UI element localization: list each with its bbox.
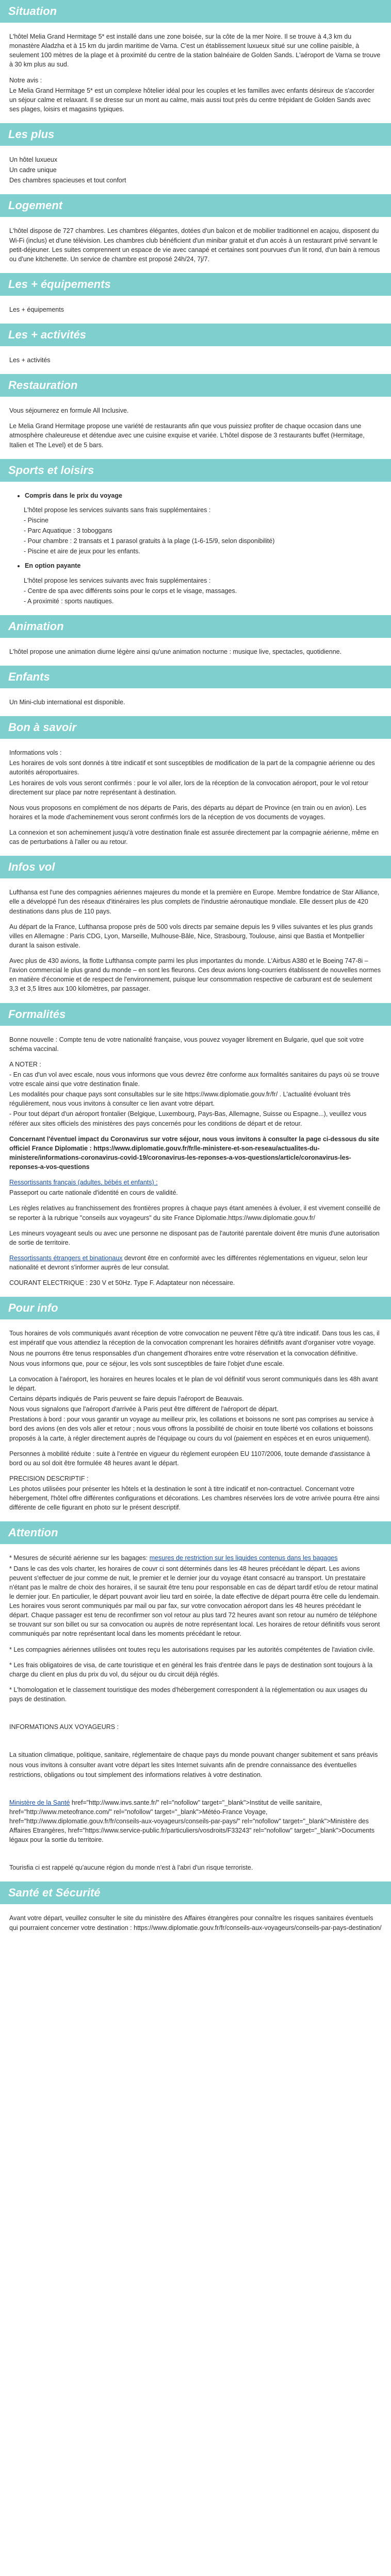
formalites-etrangers xyxy=(9,1253,382,1272)
formalites-paragraph: Les modalités pour chaque pays sont consultables sur le site https://www.diplomatie.gouv.fr/fr/ . L'actualité évoluant très régulièrement, nous vous invitons à consulter ce lien avant votre départ. xyxy=(9,1091,351,1108)
sante-paragraph: Avant votre départ, veuillez consulter le site du ministère des Affaires étrangères pour connaître les risques sanitaires éventuels qui pourraient concerner votre destination : https://www.diplomatie.gouv.fr/fr/conseils-aux-voyageurs/conseils-par-pays-destination/ xyxy=(9,1914,382,1931)
bon-a-savoir-connexion: La connexion et son acheminement jusqu'à votre destination finale est assurée directement par la compagnie aérienne, même en cas de perturbations à l'aller ou au retour. xyxy=(9,829,379,846)
bon-a-savoir-vols-confirm: Les horaires de vols vous seront confirmés : pour le vol aller, lors de la réception de la convocation aéroport, pour le vol retour directement sur place par notre représentant à destination. xyxy=(9,779,369,796)
sports-paid-item: - Centre de spa avec différents soins pour le corps et le visage, massages. xyxy=(24,587,237,595)
section-pour-info xyxy=(0,1297,391,1512)
attention-paragraph: * L'homologation et le classement touristique des modes d'hébergement correspondent à la réglementation ou aux usages du pays de destination. xyxy=(9,1686,368,1703)
situation-avis-text: Le Melia Grand Hermitage 5* est un complexe hôtelier idéal pour les couples et les familles avec enfants désireux de s'accorder un séjour calme et relaxant. Il se dresse sur un mont au calme, mais aussi tout près du centre trépidant de Golden Sands avec ses plages, loisirs et magasins typiques. xyxy=(9,87,374,113)
section-title-formalites: Formalités xyxy=(0,1003,391,1026)
pour-info-paragraph: Nous vous informons que, pour ce séjour, les vols sont susceptibles de faire l'objet d'une escale. xyxy=(9,1360,284,1367)
sports-paid-list xyxy=(9,561,382,570)
attention-links-text: href="http://www.invs.sante.fr/" rel="nofollow" target="_blank">Institut de veille sanitaire, href="http://www.meteofrance.com/" rel="nofollow" target="_blank">Météo-France Voyage, href="http://www.diplomatie.gouv.fr/fr/conseils-aux-voyageurs/conseils-par-pays/" rel="nofollow" target="_blank">Ministère des Affaires Etrangères, href="https://www.service-public.fr/particuliers/vosdroits/F33243" rel="nofollow" target="_blank">Documents légaux pour la sortie du territoire. xyxy=(9,1799,374,1844)
pour-info-paragraph: Certains départs indiqués de Paris peuvent se faire depuis l'aéroport de Beauvais. xyxy=(9,1395,244,1402)
logement-paragraph: L'hôtel dispose de 727 chambres. Les chambres élégantes, dotées d'un balcon et de mobilier traditionnel en acajou, disposent du Wi-Fi (inclus) et d'une télévision. Les chambres club bénéficient d'un minibar gratuit et d'un accès à un restaurant privé servant le petit-déjeuner. Les suites comprennent un espace de vie avec canapé et certaines sont pourvues d'un lit rond, d'un bain à remous ou d'une kitchenette. Un service de chambre est proposé 24h/24, 7j/7. xyxy=(9,227,380,263)
section-infos-vol xyxy=(0,856,391,993)
formalites-paragraph: Les règles relatives au franchissement des frontières propres à chaque pays étant amenées à évoluer, il est vivement conseillé de se reporter à la rubrique "conseils aux voyageurs" du site France Diplomatie.https://www.diplomatie.gouv.fr/ xyxy=(9,1205,381,1222)
section-animation xyxy=(0,615,391,656)
formalites-paragraph: Bonne nouvelle : Compte tenu de votre nationalité française, vous pouvez voyager librement en Bulgarie, quel que soit votre schéma vaccinal. xyxy=(9,1036,364,1053)
attention-paragraph: Tourisfia ci est rappelé qu'aucune région du monde n'est à l'abri d'un risque terroriste. xyxy=(9,1864,253,1872)
pour-info-paragraph: Les photos utilisées pour présenter les hôtels et la destination le sont à titre indicatif et non-contractuel. Concernant votre hébergement, l'hôtel offre différentes configurations et décorations. Les chambres réservées lors de votre arrivée pourra être ainsi différente de celle figurant en photo sur le présent descriptif. xyxy=(9,1485,380,1512)
section-title-enfants: Enfants xyxy=(0,666,391,688)
section-title-sports: Sports et loisirs xyxy=(0,459,391,482)
enfants-text: Un Mini-club international est disponible. xyxy=(9,699,125,706)
attention-bagages-label: * Mesures de sécurité aérienne sur les bagages: xyxy=(9,1554,150,1562)
sports-free-heading: • Compris dans le prix du voyage xyxy=(25,491,382,500)
section-title-equipements: Les + équipements xyxy=(0,273,391,296)
pour-info-paragraph: Nous ne pourrons être tenus responsables d'un changement d'horaires entre votre réservation et la convocation définitive. xyxy=(9,1349,358,1357)
formalites-paragraph: - Pour tout départ d'un aéroport frontalier (Belgique, Luxembourg, Pays-Bas, Allemagne, Suisse ou Espagne...), veuillez vous référer aux sites officiels des ministères des pays concernés pour les conditions de départ et de retour. xyxy=(9,1110,367,1127)
formalites-paragraph: Les mineurs voyageant seuls ou avec une personne ne disposant pas de l'autorité parentale doivent être munis d'une autorisation de sortie de territoire. xyxy=(9,1229,380,1246)
formalites-paragraph: Passeport ou carte nationale d'identité en cours de validité. xyxy=(9,1189,178,1197)
infos-vol-paragraph: Au départ de la France, Lufthansa propose près de 500 vols directs par semaine depuis les 9 villes suivantes et les plus grands villes en Allemagne : Paris CDG, Lyon, Marseille, Mulhouse-Bâle, Nice, Strasbourg, Toulouse, ainsi que Bastia et Montpellier durant la saison estivale. xyxy=(9,923,373,949)
restauration-formule: Vous séjournerez en formule All Inclusive. xyxy=(9,407,129,415)
sports-paid-intro: L'hôtel propose les services suivants avec frais supplémentaires : xyxy=(24,577,211,584)
ministere-sante-link[interactable]: Ministère de la Santé xyxy=(9,1799,70,1806)
formalites-etrangers-heading: Ressortissants étrangers et binationaux xyxy=(9,1254,123,1262)
section-title-plus: Les plus xyxy=(0,123,391,146)
attention-paragraph: La situation climatique, politique, sanitaire, réglementaire de chaque pays du monde pouvant changer subitement et sans préavis xyxy=(9,1751,378,1759)
section-formalites xyxy=(0,1003,391,1288)
attention-paragraph: * Dans le cas des vols charter, les horaires de couvr ci sont déterminés dans les 48 heures précédant le départ. Les avions peuvent s'effectuer de jour comme de nuit, le premier et le dernier jour du voyage étant consacré au transport. Un prestataire n'étant pas le maître de choix des horaires, il se saurait être tenu pour responsable en cas de départ tardif et/ou de retour matinal le dernier jour. En particulier, le départ pouvant avoir lieu tard en soirée, la date effective de départ pourra être celle du lendemain. Les horaires vous seront communiqués par mail ou par fax, sur votre convocation aéroport dans les 48 heures précédant le départ. Chaque passager est tenu de reconfirmer son vol retour au plus tard 72 heures avant son retour au numéro de téléphone se trouvant sur son billet ou sur sa convocation ou auprès de notre représentant local. Les horaires de retour définitifs vous seront communiqués par notre représentant local dans les moments précédant le retour. xyxy=(9,1565,380,1638)
formalites-coronavirus: Concernant l'éventuel impact du Coronavirus sur votre séjour, nous vous invitons à consulter la page ci-dessous du site officiel France Diplomatie : https://www.diplomatie.gouv.fr/fr/le-ministere-et-son-reseau/actualites-du-ministere/informations-coronavirus-covid-19/coronavirus-les-reponses-a-vos-questions/article/coronavirus-les-reponses-a-vos-questions xyxy=(9,1135,380,1171)
situation-paragraph: L'hôtel Melia Grand Hermitage 5* est installé dans une zone boisée, sur la côte de la mer Noire. Il se trouve à 4,3 km du monastère Aladzha et à 15 km du jardin maritime de Varna. C'est un établissement luxueux situé sur une colline paisible, à seulement 100 mètres de la plage et à proximité du centre de la station balnéaire de Golden Sands. L'aéroport de Varna se trouve à 30 km plus au sud. xyxy=(9,33,381,69)
plus-item: Un cadre unique xyxy=(9,166,57,174)
section-title-sante: Santé et Sécurité xyxy=(0,1882,391,1904)
section-title-activites: Les + activités xyxy=(0,324,391,346)
section-title-restauration: Restauration xyxy=(0,374,391,397)
sports-free-item: - Parc Aquatique : 3 toboggans xyxy=(24,527,112,534)
section-title-infos-vol: Infos vol xyxy=(0,856,391,878)
infos-vol-paragraph: Avec plus de 430 avions, la flotte Lufthansa compte parmi les plus importantes du monde. L'Airbus A380 et le Boeing 747-8i – l'avion commercial le plus grand du monde – en sont les fleurons. Ces deux avions long-courriers établissent de nouvelles normes en matière d'économie et de respect de l'environnement, puisque leur consommation respective de carburant est de seulement 3,3 et 3,5 litres aux 100 kilomètres, par passager. xyxy=(9,957,381,993)
pour-info-paragraph: Nous vous signalons que l'aéroport d'arrivée à Paris peut être différent de l'aéroport de départ. xyxy=(9,1405,279,1413)
section-title-situation: Situation xyxy=(0,0,391,23)
attention-paragraph: * Les frais obligatoires de visa, de carte touristique et en général les frais d'entrée dans le pays de destination sont toujours à la charge du client en plus du prix du vol, du séjour ou du circuit déjà réglés. xyxy=(9,1661,373,1678)
situation-avis-label: Notre avis : xyxy=(9,76,42,84)
formalites-ressortissants-heading: Ressortissants français (adultes, bébés et enfants) : xyxy=(9,1179,158,1187)
section-sports xyxy=(0,459,391,606)
sports-free-list xyxy=(9,491,382,500)
formalites-etrangers-text: devront être en conformité avec les différentes réglementations en vigueur, selon leur nationalité et devront s'informer auprès de leur consulat. xyxy=(9,1254,368,1271)
section-activites xyxy=(0,324,391,365)
plus-item: Un hôtel luxueux xyxy=(9,156,58,163)
section-sante xyxy=(0,1882,391,1932)
attention-paragraph: nous vous invitons à consulter avant votre départ les sites Internet suivants afin de prendre connaissance des éventuelles restrictions, obligations ou tout simplement des informations relatives à votre destination. xyxy=(9,1761,357,1778)
pour-info-paragraph: Prestations à bord : pour vous garantir un voyage au meilleur prix, les collations et boissons ne sont pas comprises au service à bord des avions (en des vols aller et retour ; nous vous offrons la possibilité de choisir en toute liberté vos collations et boissons proposés à la carte, à régler directement auprès de l'équipage ou cours du vol (paiement en espèces et en euros uniquement). xyxy=(9,1416,374,1442)
sports-paid-item: - A proximité : sports nautiques. xyxy=(24,597,114,605)
section-equipements xyxy=(0,273,391,314)
pour-info-precision-label: PRECISION DESCRIPTIF : xyxy=(9,1475,89,1482)
sports-free-item: - Pour chambre : 2 transats et 1 parasol gratuits à la plage (1-6-15/9, selon disponibilité) xyxy=(24,537,275,545)
sports-free-item: - Piscine et aire de jeux pour les enfants. xyxy=(24,548,140,555)
attention-paragraph: * Les compagnies aériennes utilisées ont toutes reçu les autorisations requises par les autorités compétentes de l'aviation civile. xyxy=(9,1646,375,1653)
liquides-restriction-link[interactable]: mesures de restriction sur les liquides contenus dans les bagages xyxy=(149,1554,338,1562)
section-title-pour-info: Pour info xyxy=(0,1297,391,1319)
infos-vol-paragraph: Lufthansa est l'une des compagnies aériennes majeures du monde et la première en Europe. Membre fondatrice de Star Alliance, elle a développé l'un des réseaux d'itinéraires les plus complets de l'industrie aéronautique mondiale. Elle dessert plus de 420 destinations dans plus de 110 pays. xyxy=(9,889,380,915)
plus-item: Des chambres spacieuses et tout confort xyxy=(9,177,126,184)
sports-free-item: - Piscine xyxy=(24,516,48,524)
section-bon-a-savoir xyxy=(0,716,391,846)
restauration-paragraph: Le Melia Grand Hermitage propose une variété de restaurants afin que vous puissiez profiter de chaque occasion dans une atmosphère chaleureuse et détendue avec une cuisine exquise et variée. L'hôtel dispose de 3 restaurants buffet (Hermitage, Italien et The Level) et de 5 bars. xyxy=(9,422,365,449)
activites-text: Les + activités xyxy=(9,357,51,364)
section-title-logement: Logement xyxy=(0,194,391,217)
pour-info-paragraph: La convocation à l'aéroport, les horaires en heures locales et le plan de vol définitif vous seront communiqués dans les 48h avant le départ. xyxy=(9,1375,378,1392)
section-restauration xyxy=(0,374,391,450)
section-logement xyxy=(0,194,391,264)
section-situation xyxy=(0,0,391,114)
sports-free-intro: L'hôtel propose les services suivants sans frais supplémentaires : xyxy=(24,506,211,514)
formalites-paragraph: - En cas d'un vol avec escale, nous vous informons que vous devrez être conforme aux formalités sanitaires du pays où se trouve votre escale ainsi que votre destination finale. xyxy=(9,1071,380,1088)
sports-paid-heading: • En option payante xyxy=(25,561,382,570)
formalites-noter: A NOTER : xyxy=(9,1060,41,1068)
equipements-text: Les + équipements xyxy=(9,306,64,313)
pour-info-paragraph: Tous horaires de vols communiqués avant réception de votre convocation ne peuvent l'être qu'à titre indicatif. Dans tous les cas, il est impératif que vous attendiez la réception de la convocation comprenant les horaires définitifs avant d'organiser votre voyage. xyxy=(9,1330,380,1347)
attention-bagages xyxy=(9,1553,382,1563)
bon-a-savoir-province: Nous vous proposons en complément de nos départs de Paris, des départs au départ de Province (en train ou en avion). Les horaires et la mode d'acheminement vous seront confirmés lors de la réception de vos documents de voyages. xyxy=(9,804,367,821)
section-title-bon-a-savoir: Bon à savoir xyxy=(0,716,391,739)
formalites-courant: COURANT ELECTRIQUE : 230 V et 50Hz. Type F. Adaptateur non nécessaire. xyxy=(9,1279,235,1287)
section-title-attention: Attention xyxy=(0,1521,391,1544)
animation-text: L'hôtel propose une animation diurne légère ainsi qu'une animation nocturne : musique live, spectacles, quotidienne. xyxy=(9,648,342,655)
attention-links xyxy=(9,1798,382,1845)
bon-a-savoir-vols-label: Informations vols : xyxy=(9,749,62,757)
bon-a-savoir-vols-text: Les horaires de vols sont donnés à titre indicatif et sont susceptibles de modification de la part de la compagnie aérienne ou des autorités aéroportuaires. xyxy=(9,759,375,776)
pour-info-paragraph: Personnes à mobilité réduite : suite à l'entrée en vigueur du règlement européen EU 1107/2006, toute demande d'assistance à bord ou au sol doit être formulée 48 heures avant le départ. xyxy=(9,1450,370,1467)
section-attention xyxy=(0,1521,391,1872)
attention-informations-label: INFORMATIONS AUX VOYAGEURS : xyxy=(9,1723,119,1731)
section-plus xyxy=(0,123,391,185)
section-enfants xyxy=(0,666,391,707)
section-title-animation: Animation xyxy=(0,615,391,638)
